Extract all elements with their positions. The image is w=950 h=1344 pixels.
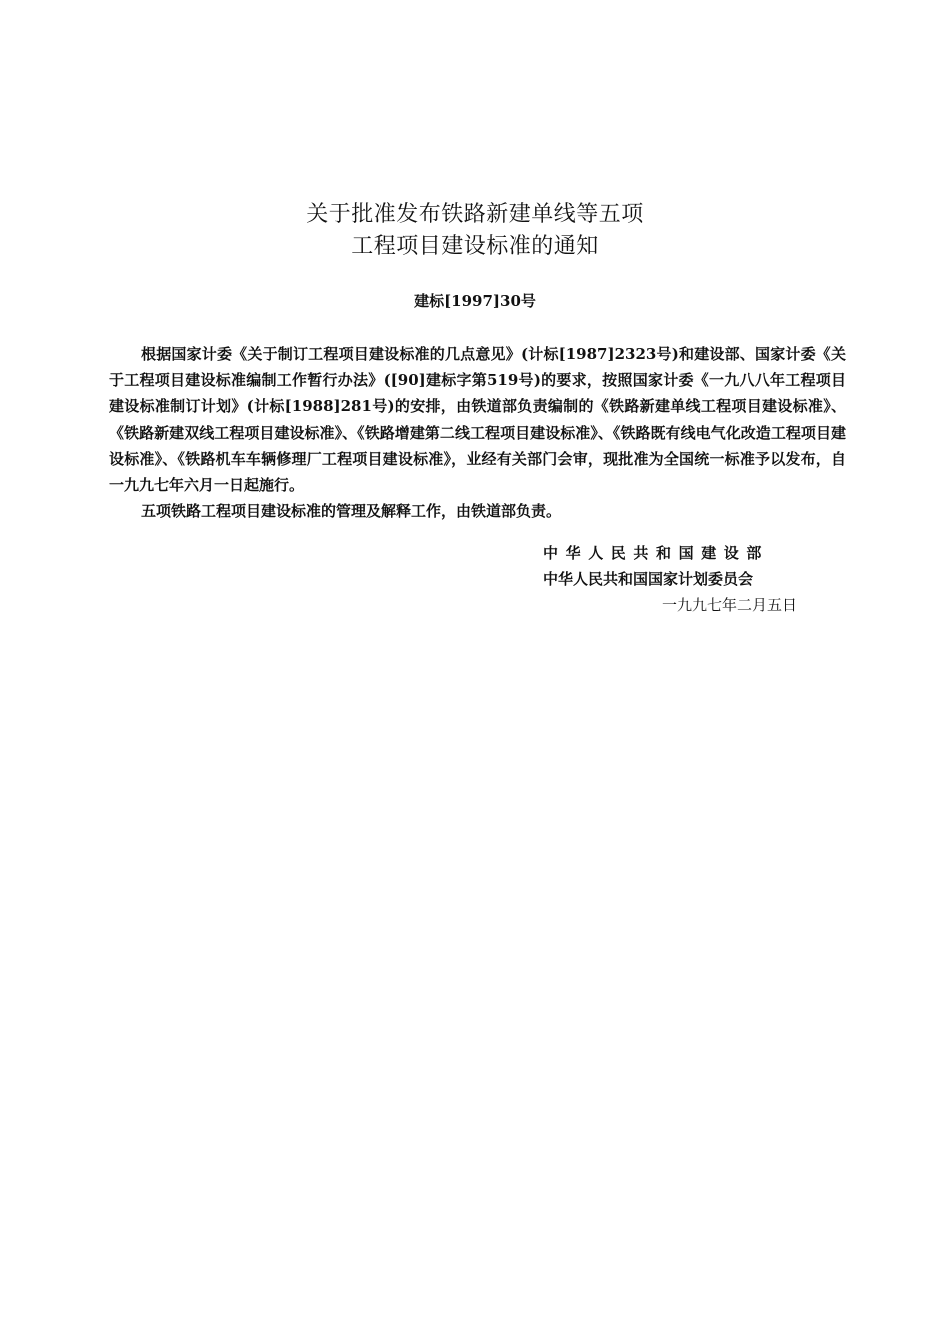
notice-body: [109, 341, 846, 524]
body-paragraph-2: 五项铁路工程项目建设标准的管理及解释工作，由铁道部负责。: [141, 502, 562, 521]
issue-date: 一九九七年二月五日: [662, 596, 798, 614]
issuing-org-ministry-of-construction: 中华人民共和国建设部: [543, 544, 770, 562]
document-number: 建标[1997]30号: [414, 292, 536, 310]
notice-title-line-1: 关于批准发布铁路新建单线等五项: [306, 202, 644, 227]
issuing-org-state-planning-commission: 中华人民共和国国家计划委员会: [543, 570, 754, 588]
body-paragraph-1: 根据国家计委《关于制订工程项目建设标准的几点意见》(计标[1987]2323号)和建设部、国家计委《关于工程项目建设标准编制工作暂行办法》([90]建标字第519号)的要求，按照国家计委《一九八八年工程项目建设标准制订计划》(计标[1988]281号)的安排，由铁道部负责编制的《铁路新建单线工程项目建设标准》、《铁路新建双线工程项目建设标准》、《铁路增建第二线工程项目建设标准》、《铁路既有线电气化改造工程项目建设标准》、《铁路机车车辆修理厂工程项目建设标准》，业经有关部门会审，现批准为全国统一标准予以发布，自一九九七年六月一日起施行。: [109, 345, 846, 495]
notice-title-line-2: 工程项目建设标准的通知: [351, 234, 599, 259]
